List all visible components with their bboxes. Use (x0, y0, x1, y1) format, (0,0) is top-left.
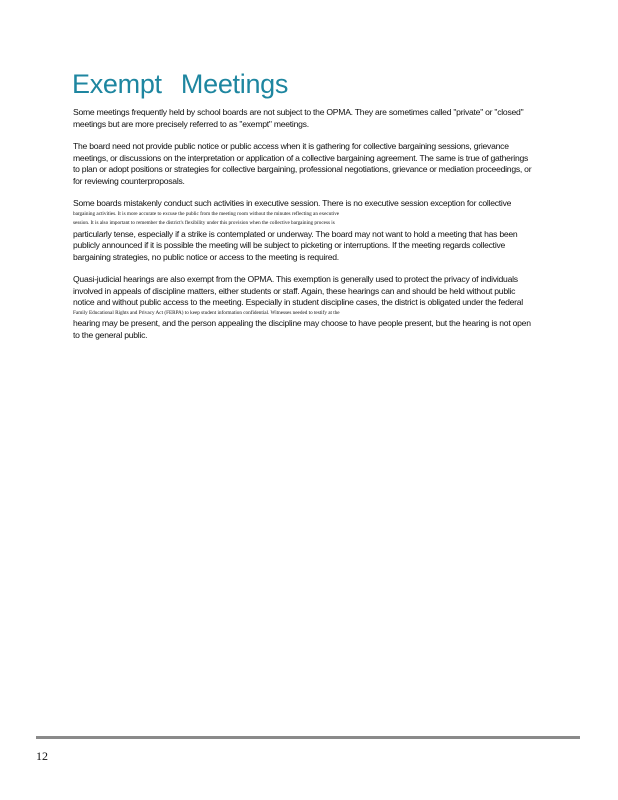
paragraph-line: bargaining strategies, no public notice or access to the meeting is required. (73, 251, 339, 262)
page-number: 12 (36, 749, 48, 763)
paragraph-line: Some meetings frequently held by school boards are not subject to the OPMA. They are sometimes called "private" or "closed" (73, 107, 524, 117)
paragraph-line: notice and without public access to the meeting. Especially in student discipline cases, the district is obligated under the federal (73, 297, 523, 307)
paragraph-line: publicly announced if it is possible the meeting will be subject to picketing or interruptions. If the meeting regards collective (73, 240, 506, 250)
paragraph-line: particularly tense, especially if a strike is contemplated or underway. The board may not want to hold a meeting that has been (73, 228, 518, 239)
paragraph-line: for reviewing counterproposals. (73, 175, 185, 186)
paragraph-line: The board need not provide public notice or public access when it is gathering for collective bargaining sessions, grievance (73, 141, 509, 151)
paragraph-line: to plan or adopt positions or strategies for collective bargaining, professional negotiations, grievance or mediation proceedings, or (73, 164, 532, 174)
paragraph-line: involved in appeals of discipline matters, either students or staff. Again, these hearings can and should be held without public (73, 285, 516, 296)
paragraph-line: meetings but are more precisely referred to as "exempt" meetings. (73, 118, 309, 129)
paragraph-line: hearing may be present, and the person appealing the discipline may choose to have people present, but the hearing is not open (73, 318, 531, 328)
paragraph-line: Some boards mistakenly conduct such activities in executive session. There is no executive session exception for collective (73, 198, 512, 208)
footer-divider (36, 736, 580, 739)
document-body (73, 107, 551, 352)
paragraph-line: to the general public. (73, 329, 148, 340)
paragraph-line: meetings, or discussions on the interpretation or application of a collective bargaining agreement. The same is true of gatherings (73, 152, 529, 163)
paragraph-exempt-intro (73, 107, 551, 130)
paragraph-collective-bargaining (73, 141, 551, 187)
paragraph-line-small: bargaining activities. It is more accurate to excuse the public from the meeting room without the minutes reflecting an executive (73, 210, 340, 217)
paragraph-line: Quasi-judicial hearings are also exempt from the OPMA. This exemption is generally used to protect the privacy of individuals (73, 274, 518, 284)
page-title: Exempt Meetings (72, 69, 289, 99)
paragraph-executive-session (73, 198, 551, 263)
paragraph-quasi-judicial (73, 274, 551, 341)
paragraph-line-small: session. It is also important to remember the district's flexibility under this provision when the collective bargaining process is (73, 220, 335, 226)
paragraph-line-small: Family Educational Rights and Privacy Act (FERPA) to keep student information confidential. Witnesses needed to testify at the (73, 309, 340, 316)
